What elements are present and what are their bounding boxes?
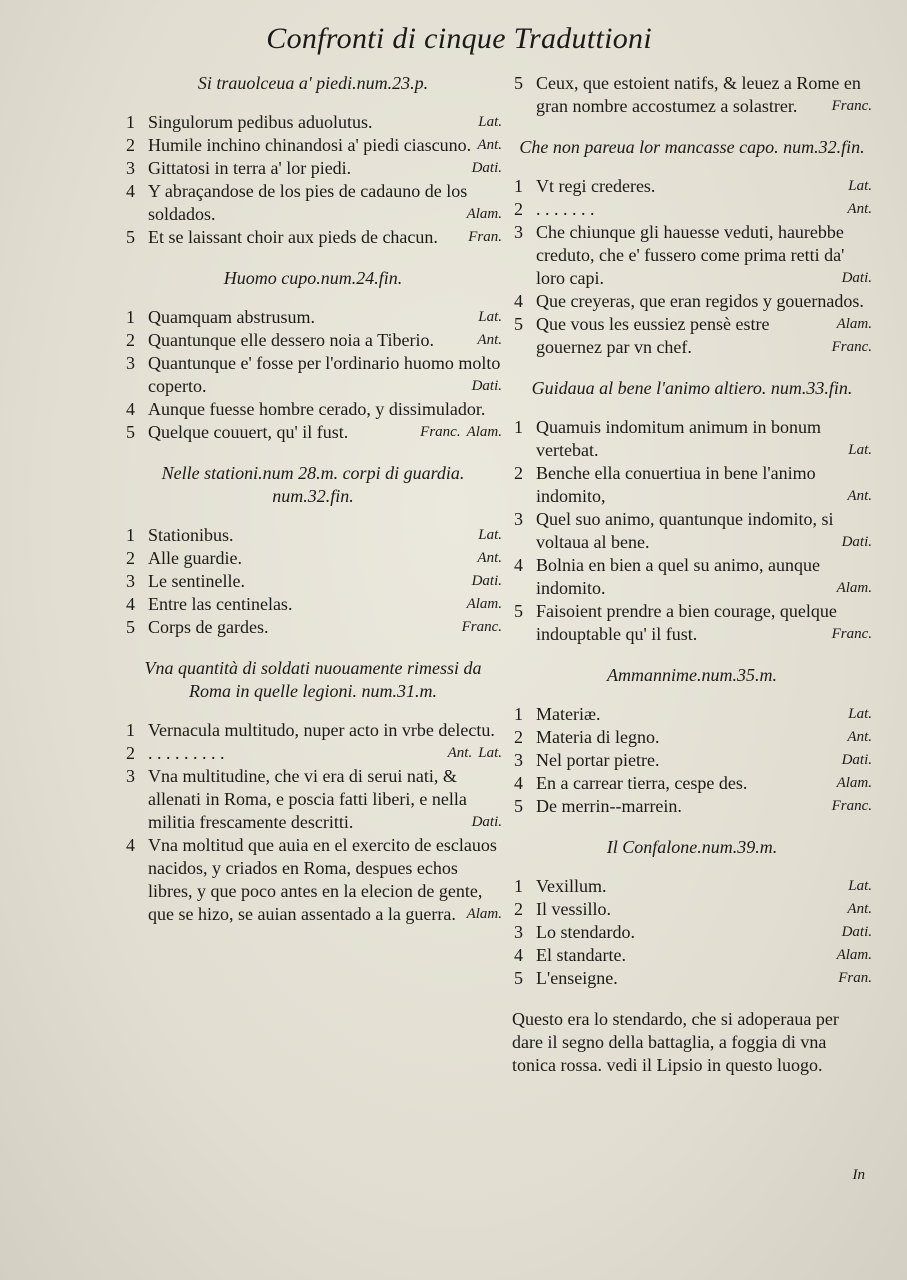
entry-source: Ant. <box>847 729 872 745</box>
entry-number: 5 <box>126 227 135 247</box>
entry-source: Dati. <box>841 924 872 940</box>
entry-number: 5 <box>126 617 135 637</box>
entry-source: Ant. <box>847 901 872 917</box>
translation-entry <box>124 352 502 398</box>
translation-entry <box>512 221 872 290</box>
entry-source: Ant. <box>847 201 872 217</box>
translation-entry <box>512 967 872 990</box>
translation-entry <box>124 765 502 834</box>
entry-source: Lat. <box>848 178 872 194</box>
entry-number: 1 <box>126 112 135 132</box>
catchword: In <box>852 1167 865 1183</box>
entry-number: 5 <box>126 422 135 442</box>
entry-number: 3 <box>126 353 135 373</box>
entry-text: Quantunque e' fosse per l'ordinario huomo molto coperto. <box>148 353 501 396</box>
entry-source: Alam. <box>836 947 872 963</box>
translation-entry <box>124 570 502 593</box>
entry-source: Franc. <box>461 619 502 635</box>
entry-source: Ant. <box>477 550 502 566</box>
entry-source: Dati. <box>841 752 872 768</box>
entry-text: Quantunque elle dessero noia a Tiberio. <box>148 330 434 350</box>
entry-number: 1 <box>514 417 523 437</box>
entry-number: 2 <box>514 199 523 219</box>
entry-source: Alam. <box>466 906 502 922</box>
entry-number: 3 <box>514 509 523 529</box>
entry-text: Vexillum. <box>536 876 607 896</box>
entry-number: 1 <box>126 720 135 740</box>
entry-text: Corps de gardes. <box>148 617 269 637</box>
translation-entry <box>124 329 502 352</box>
translation-entry <box>124 524 502 547</box>
entry-text: Faisoient prendre a bien courage, quelque indouptable qu' il fust. <box>536 601 837 644</box>
entry-text: Che chiunque gli hauesse veduti, haurebbe creduto, che e' fussero come prima retti da' loro capi. <box>536 222 845 288</box>
entry-source: Franc. <box>831 98 872 114</box>
translation-entry <box>124 157 502 180</box>
translation-entry <box>512 462 872 508</box>
translation-entry <box>124 180 502 226</box>
section <box>124 462 502 639</box>
entry-text: Que vous les eussiez pensè estre gouernez par vn chef. <box>536 314 770 357</box>
section-title: Si trauolceua a' piedi.num.23.p. <box>197 73 429 93</box>
section-title: Nelle stationi.num 28.m. corpi di guardia. num.32.fin. <box>161 463 465 506</box>
entry-text: Benche ella conuertiua in bene l'animo indomito, <box>536 463 816 506</box>
translation-entry <box>512 175 872 198</box>
translation-entry <box>512 416 872 462</box>
entry-text: . . . . . . . . . <box>148 743 225 763</box>
section-title: Il Confalone.num.39.m. <box>606 837 778 857</box>
entry-source: Dati. <box>471 160 502 176</box>
translation-entry <box>512 554 872 600</box>
entry-number: 3 <box>514 750 523 770</box>
entry-text: Materia di legno. <box>536 727 660 747</box>
entry-text: Gittatosi in terra a' lor piedi. <box>148 158 352 178</box>
translation-entry <box>512 921 872 944</box>
entry-list <box>124 306 502 444</box>
page-header: Confronti di cinque Traduttioni <box>266 22 652 55</box>
entry-list <box>512 875 872 990</box>
entry-list <box>124 719 502 926</box>
entry-number: 2 <box>514 899 523 919</box>
translation-entry <box>512 290 872 332</box>
entry-source: Fran. <box>838 970 872 986</box>
translation-entry <box>512 795 872 818</box>
entry-source: Lat. <box>478 527 502 543</box>
entry-source: Alam. <box>836 316 872 332</box>
entry-source: Alam. <box>836 775 872 791</box>
entry-text: Lo stendardo. <box>536 922 635 942</box>
entry-number: 5 <box>514 601 523 621</box>
translation-entry <box>512 198 872 221</box>
entry-source: Alam. <box>466 424 502 440</box>
entry-source: Alam. <box>466 596 502 612</box>
entry-text: Nel portar pietre. <box>536 750 660 770</box>
entry-text: Singulorum pedibus aduolutus. <box>148 112 373 132</box>
entry-source: Dati. <box>471 573 502 589</box>
entry-source: Ant. <box>477 137 502 153</box>
entry-source: Lat. <box>848 878 872 894</box>
entry-number: 4 <box>126 594 135 614</box>
translation-entry <box>512 898 872 921</box>
entry-number: 2 <box>126 743 135 763</box>
entry-number: 5 <box>514 796 523 816</box>
entry-number: 2 <box>514 463 523 483</box>
translation-entry <box>124 834 502 926</box>
section-title: Vna quantità di soldati nuouamente rimessi da Roma in quelle legioni. num.31.m. <box>144 658 482 701</box>
section <box>512 836 872 990</box>
entry-text: Entre las centinelas. <box>148 594 293 614</box>
entry-number: 5 <box>514 314 523 334</box>
entry-source: Alam. <box>466 206 502 222</box>
entry-number: 2 <box>126 135 135 155</box>
entry-number: 2 <box>126 548 135 568</box>
entry-number: 4 <box>514 773 523 793</box>
footnote: Questo era lo stendardo, che si adoperaua per dare il segno della battaglia, a foggia di vna tonica rossa. vedi il Lipsio in questo luogo. <box>512 1009 839 1075</box>
entry-text: Y abraçandose de los pies de cadauno de los soldados. <box>148 181 468 224</box>
translation-entry <box>512 875 872 898</box>
entry-list <box>512 175 872 359</box>
entry-number: 4 <box>514 291 523 311</box>
entry-number: 5 <box>514 73 523 93</box>
entry-text: Stationibus. <box>148 525 234 545</box>
entry-text: Aunque fuesse hombre cerado, y dissimulador. <box>148 399 486 419</box>
entry-text: De merrin--marrein. <box>536 796 682 816</box>
entry-source: Franc. <box>831 626 872 642</box>
section-title: Guidaua al bene l'animo altiero. num.33.fin. <box>531 378 853 398</box>
right-sections <box>512 136 872 990</box>
entry-number: 1 <box>126 307 135 327</box>
translation-entry <box>512 749 872 772</box>
entry-source: Dati. <box>841 534 872 550</box>
entry-text: Quamuis indomitum animum in bonum vertebat. <box>536 417 821 460</box>
entry-number: 1 <box>514 704 523 724</box>
entry-source: Alam. <box>836 580 872 596</box>
entry-number: 3 <box>126 158 135 178</box>
entry-source: Lat. <box>478 114 502 130</box>
section <box>512 136 872 359</box>
entry-source: Ant. <box>447 745 473 761</box>
entry-text: Vna multitudine, che vi era di serui nati, & allenati in Roma, e poscia fatti liberi, e nella militia frescamente descritti. <box>148 766 467 832</box>
section <box>124 72 502 249</box>
entry-number: 1 <box>514 176 523 196</box>
translation-entry <box>512 726 872 749</box>
section-title: Huomo cupo.num.24.fin. <box>223 268 403 288</box>
entry-list <box>124 111 502 249</box>
entry-text: . . . . . . . <box>536 199 595 219</box>
entry-text: En a carrear tierra, cespe des. <box>536 773 748 793</box>
entry-text: Vt regi crederes. <box>536 176 656 196</box>
entry-number: 3 <box>126 571 135 591</box>
entry-text: Que creyeras, que eran regidos y gouernados. <box>536 291 864 311</box>
translation-entry <box>124 616 502 639</box>
entry-source: Lat. <box>848 706 872 722</box>
translation-entry <box>124 742 502 765</box>
entry-text: Quel suo animo, quantunque indomito, si voltaua al bene. <box>536 509 834 552</box>
translation-entry <box>124 306 502 329</box>
entry-number: 2 <box>126 330 135 350</box>
translation-entry <box>124 226 502 249</box>
entry-source: Lat. <box>848 442 872 458</box>
section-title: Che non pareua lor mancasse capo. num.32.fin. <box>519 137 865 157</box>
translation-entry <box>124 421 502 444</box>
entry-number: 1 <box>126 525 135 545</box>
entry-source: Franc. <box>831 339 872 355</box>
entry-number: 1 <box>514 876 523 896</box>
translation-entry <box>124 593 502 616</box>
translation-entry <box>124 547 502 570</box>
left-column <box>124 72 502 944</box>
entry-source: Ant. <box>847 488 872 504</box>
entry-number: 5 <box>514 968 523 988</box>
section-title: Ammannime.num.35.m. <box>607 665 777 685</box>
translation-entry <box>512 703 872 726</box>
entry-text: El standarte. <box>536 945 626 965</box>
section <box>512 377 872 646</box>
entry-source: Fran. <box>468 229 502 245</box>
entry-number: 4 <box>126 181 135 201</box>
entry-text: Et se laissant choir aux pieds de chacun. <box>148 227 438 247</box>
entry-source: Lat. <box>478 309 502 325</box>
entry-source: Lat. <box>478 745 502 761</box>
entry-text: Le sentinelle. <box>148 571 245 591</box>
entry-number: 3 <box>514 922 523 942</box>
translation-entry <box>512 508 872 554</box>
entry-list <box>124 524 502 639</box>
entry-number: 3 <box>126 766 135 786</box>
entry-text: Quamquam abstrusum. <box>148 307 315 327</box>
continuation-entry <box>512 72 872 118</box>
entry-source: Franc. <box>420 424 461 440</box>
entry-number: 4 <box>514 555 523 575</box>
section <box>512 664 872 818</box>
translation-entry <box>124 111 502 134</box>
section <box>124 267 502 444</box>
entry-text: L'enseigne. <box>536 968 618 988</box>
entry-text: Bolnia en bien a quel su animo, aunque indomito. <box>536 555 820 598</box>
translation-entry <box>124 134 502 157</box>
right-column <box>512 72 872 1077</box>
entry-text: Materiæ. <box>536 704 601 724</box>
entry-source: Dati. <box>841 270 872 286</box>
translation-entry <box>512 944 872 967</box>
translation-entry <box>512 772 872 795</box>
entry-number: 4 <box>126 835 135 855</box>
left-sections <box>124 72 502 926</box>
entry-source: Ant. <box>477 332 502 348</box>
entry-text: Vernacula multitudo, nuper acto in vrbe delectu. <box>148 720 495 740</box>
translation-entry <box>512 600 872 646</box>
entry-text: Alle guardie. <box>148 548 242 568</box>
entry-text: Il vessillo. <box>536 899 611 919</box>
entry-list <box>512 416 872 646</box>
entry-number: 4 <box>514 945 523 965</box>
entry-text: Quelque couuert, qu' il fust. <box>148 422 349 442</box>
entry-text: Vna moltitud que auia en el exercito de esclauos nacidos, y criados en Roma, despues echos libres, y que poco antes en la elecion de gente, que se hizo, se auian assentado a la guerra. <box>148 835 497 924</box>
entry-number: 2 <box>514 727 523 747</box>
entry-source: Dati. <box>471 814 502 830</box>
entry-number: 4 <box>126 399 135 419</box>
section <box>124 657 502 926</box>
entry-list <box>512 703 872 818</box>
entry-source: Franc. <box>831 798 872 814</box>
entry-text: Humile inchino chinandosi a' piedi ciascuno. <box>148 135 472 155</box>
translation-entry <box>512 313 872 359</box>
entry-text: Ceux, que estoient natifs, & leuez a Rome en gran nombre accostumez a solastrer. <box>536 73 861 116</box>
entry-number: 3 <box>514 222 523 242</box>
entry-source: Dati. <box>471 378 502 394</box>
